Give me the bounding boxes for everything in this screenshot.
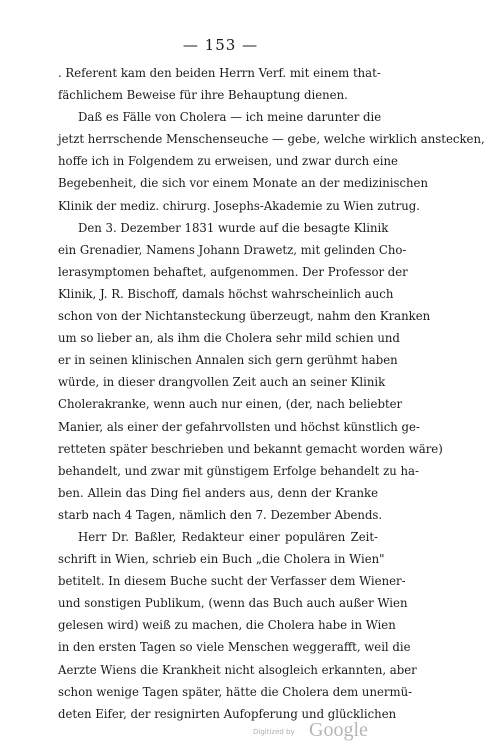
- text-line: Klinik der mediz. chirurg. Josephs-Akademie zu Wien zutrug.: [58, 198, 420, 213]
- text-line: starb nach 4 Tagen, nämlich den 7. Dezember Abends.: [58, 507, 383, 522]
- text-line: lerasymptomen behaftet, aufgenommen. Der Professor der: [58, 264, 408, 279]
- text-line: er in seinen klinischen Annalen sich gern gerühmt haben: [58, 353, 398, 368]
- body-text: [58, 62, 485, 725]
- text-line: ben. Allein das Ding fiel anders aus, denn der Kranke: [58, 485, 378, 500]
- text-line: fächlichem Beweise für ihre Behauptung dienen.: [58, 88, 348, 103]
- text-line: und sonstigen Publikum, (wenn das Buch auch außer Wien: [58, 596, 408, 611]
- google-logo: Google: [309, 719, 368, 741]
- text-line: würde, in dieser drangvollen Zeit auch an seiner Klinik: [58, 375, 386, 390]
- text-line: Cholerakranke, wenn auch nur einen, (der, nach beliebter: [58, 397, 403, 412]
- text-line: um so lieber an, als ihm die Cholera sehr mild schien und: [58, 331, 400, 346]
- text-line: Daß es Fälle von Cholera — ich meine darunter die: [78, 110, 382, 125]
- text-line: Klinik, J. R. Bischoff, damals höchst wahrscheinlich auch: [58, 286, 394, 301]
- page-number: — 153 —: [182, 36, 259, 54]
- text-line: Begebenheit, die sich vor einem Monate an der medizinischen: [58, 176, 428, 191]
- text-line: betitelt. In diesem Buche sucht der Verfasser dem Wiener-: [58, 574, 406, 589]
- text-line: in den ersten Tagen so viele Menschen weggerafft, weil die: [58, 640, 411, 655]
- text-line: jetzt herrschende Menschenseuche — gebe, welche wirklich anstecken,: [58, 132, 485, 147]
- text-line: schrift in Wien, schrieb ein Buch „die Cholera in Wien": [58, 552, 385, 567]
- digitization-footer: [253, 720, 403, 742]
- text-line: Herr Dr. Baßler, Redakteur einer populären Zeit-: [78, 529, 378, 544]
- text-line: behandelt, und zwar mit günstigem Erfolge behandelt zu ha-: [58, 463, 419, 478]
- text-line: hoffe ich in Folgendem zu erweisen, und zwar durch eine: [58, 154, 398, 169]
- digitized-by-label: Digitized by: [253, 728, 295, 736]
- text-line: . Referent kam den beiden Herrn Verf. mit einem that-: [58, 66, 381, 80]
- text-line: retteten später beschrieben und bekannt gemacht worden wäre): [58, 441, 443, 456]
- text-line: gelesen wird) weiß zu machen, die Cholera habe in Wien: [58, 618, 396, 633]
- text-line: deten Eifer, der resignirten Aufopferung und glücklichen: [58, 706, 397, 721]
- text-line: schon wenige Tagen später, hätte die Cholera dem unermü-: [58, 684, 413, 699]
- text-line: Manier, als einer der gefahrvollsten und höchst künstlich ge-: [58, 419, 420, 434]
- text-line: schon von der Nichtansteckung überzeugt, nahm den Kranken: [58, 309, 431, 324]
- text-line: ein Grenadier, Namens Johann Drawetz, mit gelinden Cho-: [58, 242, 407, 257]
- text-line: Aerzte Wiens die Krankheit nicht alsogleich erkannten, aber: [58, 662, 417, 677]
- text-line: Den 3. Dezember 1831 wurde auf die besagte Klinik: [78, 220, 389, 235]
